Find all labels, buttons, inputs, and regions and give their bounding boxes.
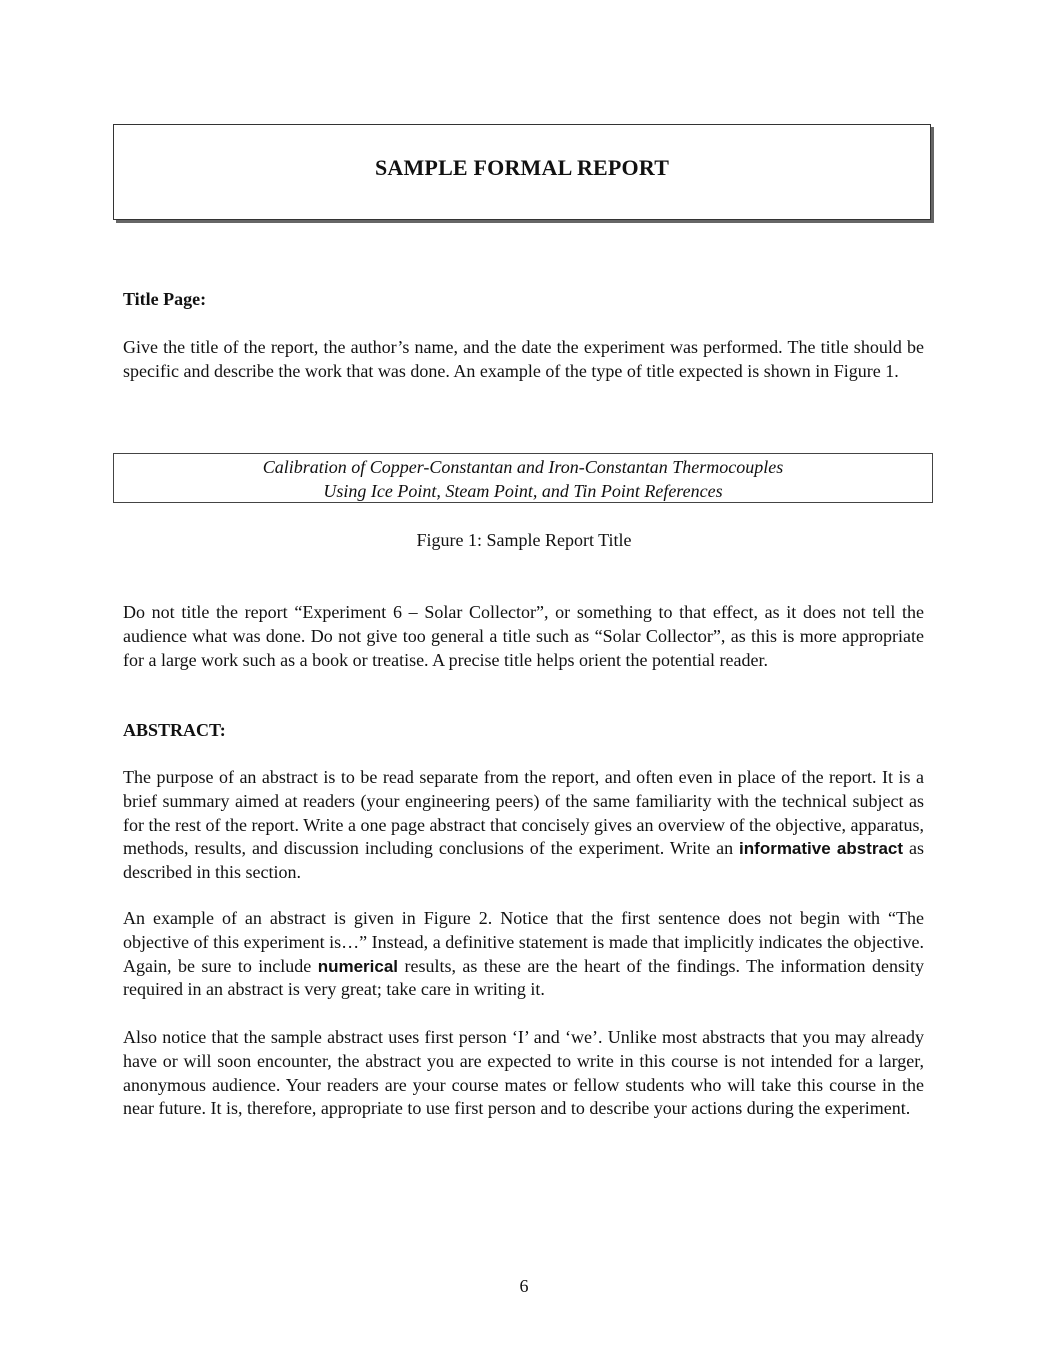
abstract-p1-end: as described in this section. [123, 838, 924, 883]
sample-title-box [113, 453, 933, 503]
sample-title-line-2: Using Ice Point, Steam Point, and Tin Point References [323, 480, 723, 501]
figure-caption: Figure 1: Sample Report Title [416, 530, 632, 550]
title-page-paragraph: Give the title of the report, the author’s name, and the date the experiment was performed. The title should be specific and describe the work that was done. An example of the type of title expected is shown in Figure 1. [123, 337, 924, 381]
abstract-p2-text: An example of an abstract is given in Figure 2. Notice that the first sentence does not begin with “The objective of this experiment is…” Instead, a definitive statement is made that implicitly indicates the objective. Again, be sure to include [123, 908, 924, 976]
title-advice-paragraph: Do not title the report “Experiment 6 – Solar Collector”, or something to that effect, as it does not tell the audience what was done. Do not give too general a title such as “Solar Collector”, as this is more appropriate for a large work such as a book or treatise. A precise title helps orient the potential reader. [123, 602, 924, 670]
abstract-heading: ABSTRACT: [123, 720, 226, 740]
report-title-box [113, 124, 931, 220]
report-title: SAMPLE FORMAL REPORT [374, 155, 670, 180]
abstract-paragraph-2 [123, 907, 924, 1002]
abstract-p2-end: results, as these are the heart of the findings. The information density required in an abstract is very great; take care in writing it. [123, 955, 924, 1000]
page-number: 6 [519, 1276, 529, 1296]
abstract-paragraph-1 [123, 766, 924, 885]
title-page-heading: Title Page: [123, 289, 207, 309]
sample-title-line-1: Calibration of Copper-Constantan and Iron-Constantan Thermocouples [262, 457, 784, 477]
abstract-p1-text: The purpose of an abstract is to be read separate from the report, and often even in place of the report. It is a brief summary aimed at readers (your engineering peers) of the same familiarity with the technical subject as for the rest of the report. Write a one page abstract that concisely gives an overview of the objective, apparatus, methods, results, and discussion including conclusions of the experiment. Write an [123, 767, 924, 859]
abstract-paragraph-3: Also notice that the sample abstract uses first person ‘I’ and ‘we’. Unlike most abstracts that you may already have or will soon encounter, the abstract you are expected to write in this course is not intended for a larger, anonymous audience. Your readers are your course mates or fellow students who will take this course in the near future. It is, therefore, appropriate to use first person and to describe your actions during the experiment. [123, 1027, 924, 1119]
abstract-p1-bold: informative abstract [739, 839, 904, 859]
abstract-p2-bold: numerical [317, 956, 399, 976]
